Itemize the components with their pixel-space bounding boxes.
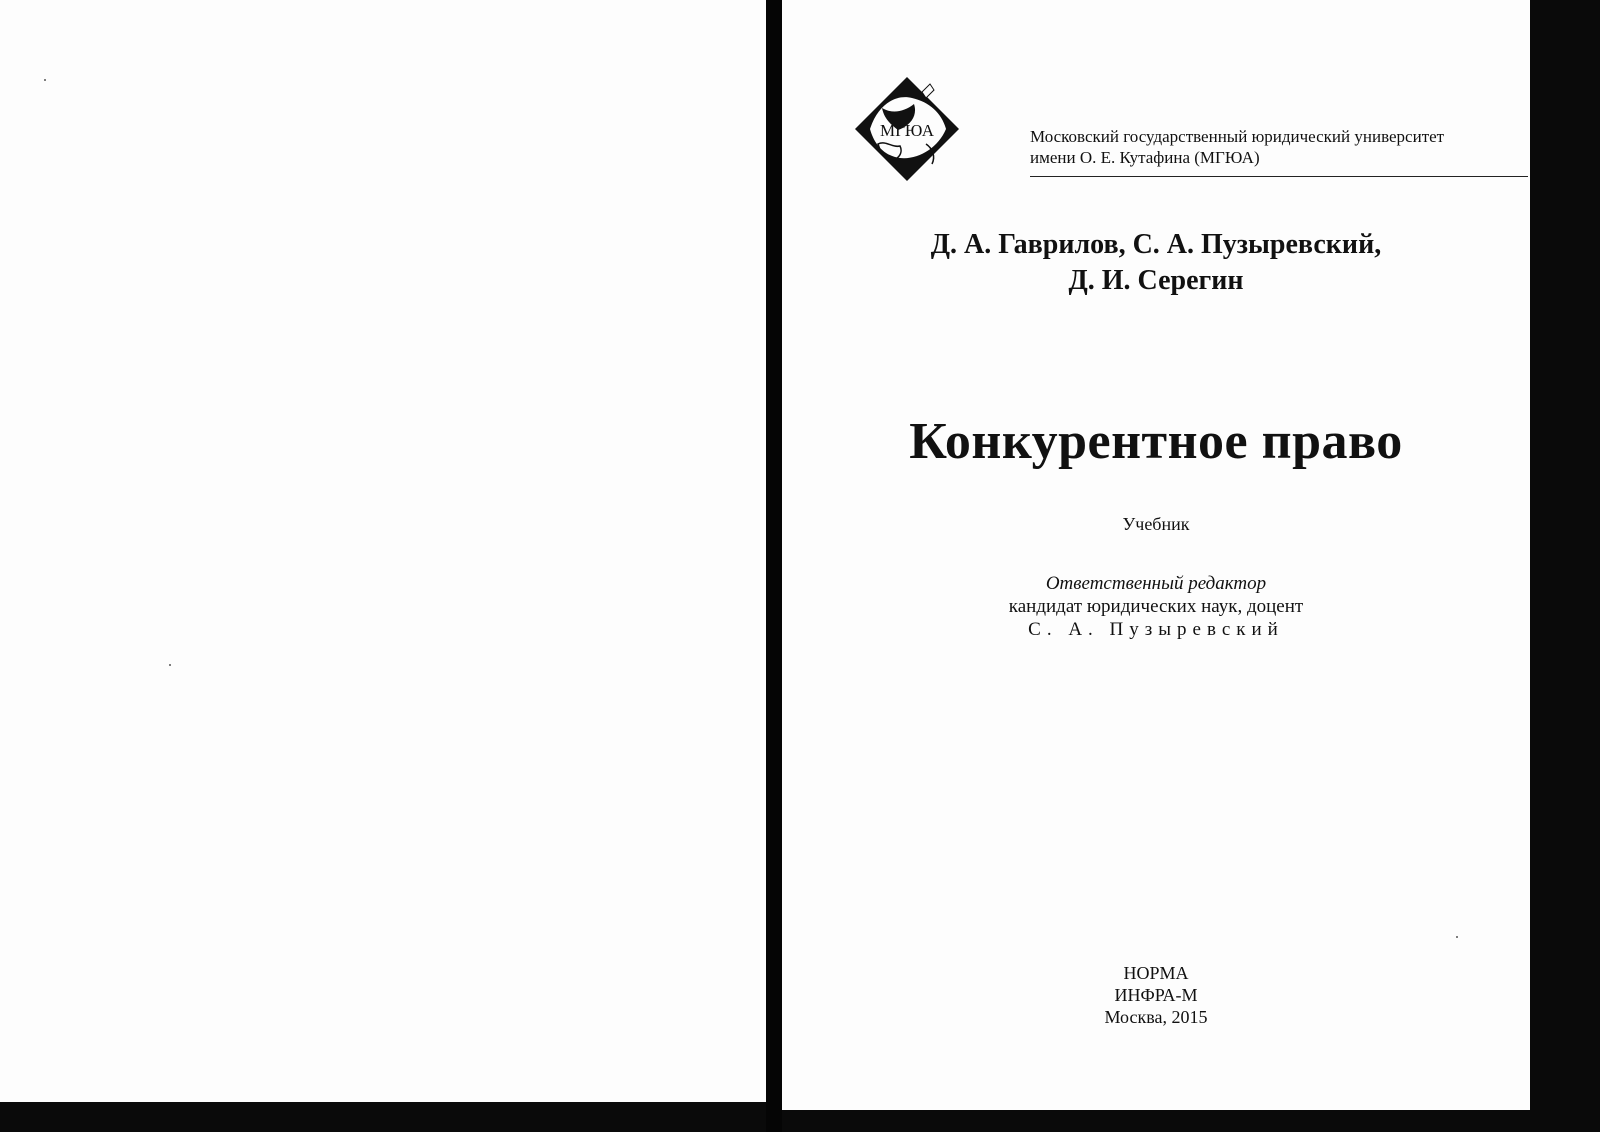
university-name	[1030, 126, 1444, 168]
scan-speck	[44, 79, 46, 81]
university-name-line-2: имени О. Е. Кутафина (МГЮА)	[1030, 148, 1260, 167]
mgua-emblem-icon	[852, 74, 962, 184]
book-genre: Учебник	[1122, 514, 1190, 534]
publisher-block	[782, 962, 1530, 1028]
university-header	[852, 74, 1462, 184]
editor-block	[782, 572, 1530, 641]
book-spine	[766, 0, 782, 1132]
publisher-line-3: Москва, 2015	[1104, 1007, 1208, 1027]
editor-role: Ответственный редактор	[1045, 573, 1267, 594]
left-page-blank	[0, 0, 766, 1102]
publisher-line-2: ИНФРА-М	[1114, 985, 1198, 1005]
scan-speck	[169, 664, 171, 666]
scan-speck	[1456, 936, 1458, 938]
authors-line-2: Д. И. Серегин	[1068, 265, 1244, 296]
university-name-line-1: Московский государственный юридический университет	[1030, 127, 1445, 146]
title-page	[782, 0, 1530, 1110]
publisher-line-1: НОРМА	[1123, 963, 1189, 983]
book-title: Конкурентное право	[909, 413, 1403, 470]
logo-lettering: МГЮА	[879, 121, 935, 140]
authors-line-1: Д. А. Гаврилов, С. А. Пузыревский,	[930, 229, 1382, 260]
editor-name: С. А. Пузыревский	[1028, 619, 1284, 640]
editor-degree: кандидат юридических наук, доцент	[1008, 596, 1304, 617]
header-divider	[1030, 176, 1528, 177]
